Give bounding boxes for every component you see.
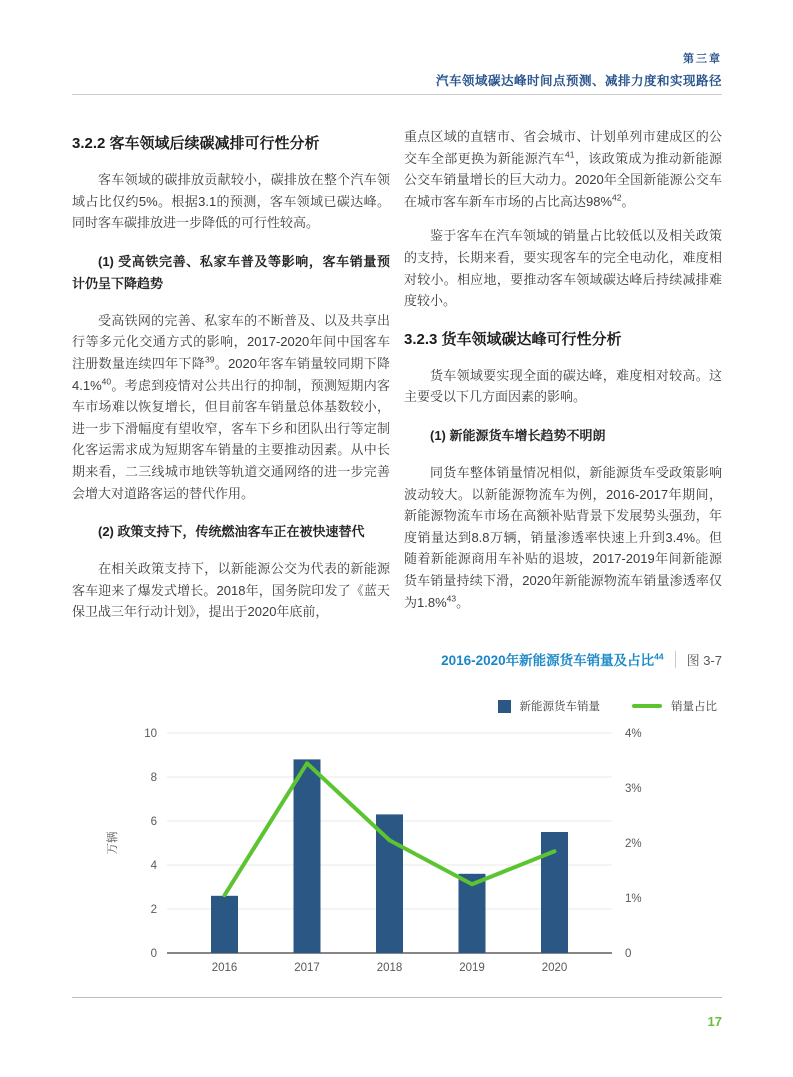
left-column: [72, 126, 390, 636]
paragraph: [72, 310, 390, 504]
chapter-title: 汽车领域碳达峰时间点预测、减排力度和实现路径: [435, 74, 722, 88]
footnote-ref: 40: [101, 376, 112, 387]
x-axis-tick: 2017: [294, 962, 320, 974]
footnote-ref: 41: [564, 149, 575, 160]
paragraph: 货车领域要实现全面的碳达峰，难度相对较高。这主要受以下几方面因素的影响。: [404, 367, 722, 405]
paragraph: 在相关政策支持下，以新能源公交为代表的新能源客车迎来了爆发式增长。2018年，国务院印发了《蓝天保卫战三年行动计划》，提出于2020年底前，: [72, 561, 390, 620]
right-axis-tick: 1%: [625, 893, 642, 905]
paragraph: 客车领域的碳排放贡献较小，碳排放在整个汽车领域占比仅约5%。根据3.1的预测，客车领域已碳达峰。同时客车碳排放进一步降低的可行性较高。: [72, 172, 390, 231]
footnote-ref: 43: [446, 593, 457, 604]
paragraph-text: 。考虑到疫情对公共出行的抑制，预测短期内客车市场难以恢复增长，但目前客车销量总体基数较小，进一步下滑幅度有望收窄，客车下乡和团队出行等定制化客运需求成为短期客车销量的主要推动因素。从中长期来看，二三线城市地铁等轨道交通网络的进一步完善会增大对道路客运的替代作用。: [72, 377, 390, 501]
right-axis-tick: 4%: [625, 728, 642, 740]
right-axis-tick: 0: [625, 948, 632, 960]
paragraph-text: 。2020年客车销量较同期下降4.1%: [72, 355, 390, 393]
chapter-label: 第三章: [683, 53, 722, 65]
left-axis-tick: 10: [144, 728, 157, 740]
x-axis-tick: 2018: [376, 962, 403, 974]
footnote-ref: 42: [612, 192, 622, 203]
x-axis-tick: 2020: [541, 962, 568, 974]
footnote-ref: 44: [654, 651, 664, 662]
paragraph-text: ，该政策成为推动新能源公交车销量增长的巨大动力。2020年全国新能源公交车在城市客车新车市场的占比高达98%: [404, 150, 722, 209]
paragraph-text: 受高铁网的完善、私家车的不断普及、以及共享出行等多元化交通方式的影响，2017-2020年间中国客车注册数量连续四年下降: [72, 312, 390, 371]
figure-title-divider: [675, 651, 676, 668]
left-axis-label: 万辆: [107, 831, 119, 855]
header-divider: [72, 94, 722, 95]
right-column: [404, 126, 722, 626]
left-axis-tick: 2: [150, 904, 157, 916]
paragraph: [404, 462, 722, 613]
section-heading-323: 3.2.3 货车领域碳达峰可行性分析: [404, 330, 622, 348]
paragraph-text: 。: [456, 594, 470, 610]
left-axis-tick: 4: [150, 860, 157, 872]
paragraph-text: 。: [621, 193, 635, 209]
paragraph-text: 重点区域的直辖市、省会城市、计划单列市建成区的公交车全部更换为新能源汽车: [404, 129, 722, 166]
sub-heading-2: (2) 政策支持下，传统燃油客车正在被快速替代: [98, 524, 365, 540]
bar: [294, 759, 321, 953]
legend-label: 新能源货车销量: [519, 701, 600, 713]
left-axis-tick: 8: [150, 772, 157, 784]
figure-title-text: 2016-2020年新能源货车销量及占比: [441, 653, 655, 668]
x-axis-tick: 2019: [459, 962, 485, 974]
paragraph: 鉴于客车在汽车领域的销量占比较低以及相关政策的支持，长期来看，要实现客车的完全电动化，难度相对较小。相应地，要推动客车领域碳达峰后持续减排难度较小。: [404, 228, 722, 309]
page-header: [436, 50, 722, 89]
bar: [211, 896, 238, 953]
left-axis-tick: 0: [150, 948, 157, 960]
right-axis-tick: 3%: [625, 783, 642, 795]
x-axis-tick: 2016: [211, 962, 238, 974]
sales-share-chart: [72, 685, 732, 985]
paragraph-text: 同货车整体销量情况相似，新能源货车受政策影响波动较大。以新能源物流车为例，2016-2017年期间，新能源物流车市场在高额补贴背景下发展势头强劲，年度销量达到8.8万辆，销量渗透率快速上升到3.4%。但随着新能源商用车补贴的退坡，2017-2019年间新能源货车销量持续下滑，2020年新能源物流车销量渗透率仅为1.8%: [404, 464, 722, 610]
left-axis-tick: 6: [150, 816, 157, 828]
legend-label: 销量占比: [671, 701, 717, 713]
footer-divider: [72, 997, 722, 998]
sub-heading-1: (1) 新能源货车增长趋势不明朗: [430, 427, 606, 443]
figure-number: 图 3-7: [686, 652, 722, 668]
sub-heading-1: (1) 受高铁完善、私家车普及等影响，客车销量预计仍呈下降趋势: [72, 253, 390, 291]
section-heading-322: 3.2.2 客车领域后续碳减排可行性分析: [72, 135, 320, 152]
figure-title-row: [441, 649, 722, 669]
right-axis-tick: 2%: [625, 838, 642, 850]
figure-title: [441, 649, 664, 669]
page-number: 17: [707, 1014, 722, 1029]
paragraph: [404, 126, 722, 212]
footnote-ref: 39: [205, 354, 215, 365]
bar: [376, 814, 403, 953]
